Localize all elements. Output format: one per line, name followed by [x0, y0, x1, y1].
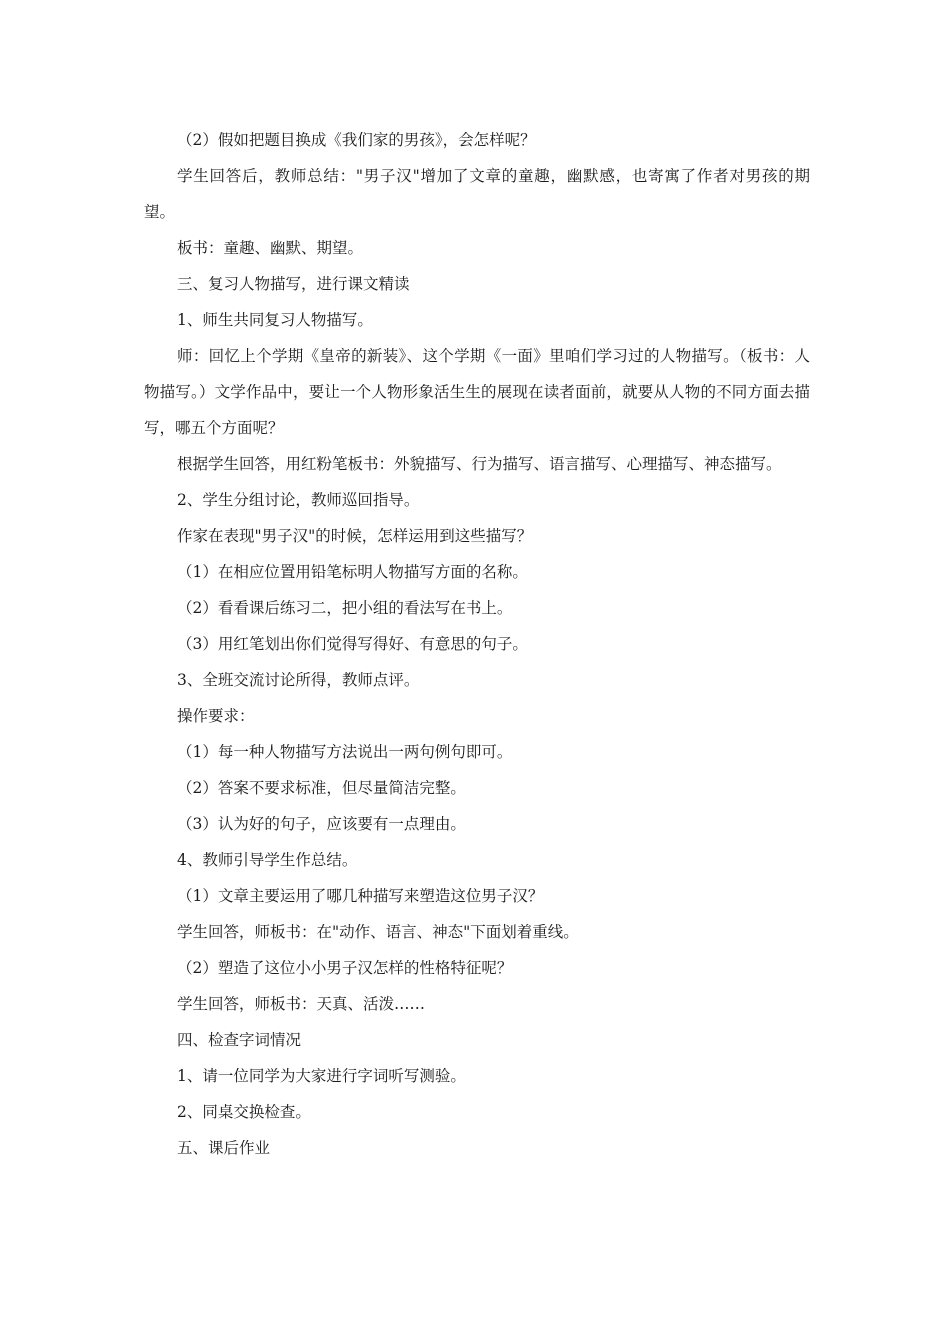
paragraph-17: （3）认为好的句子，应该要有一点理由。: [177, 815, 466, 833]
paragraph-21: （2）塑造了这位小小男子汉怎样的性格特征呢？: [177, 959, 513, 977]
paragraph-9: 作家在表现"男子汉"的时候，怎样运用到这些描写？: [177, 527, 533, 545]
paragraph-11: （2）看看课后练习二，把小组的看法写在书上。: [177, 599, 513, 617]
paragraph-13: 3、全班交流讨论所得，教师点评。: [177, 671, 420, 689]
section-heading-3: 三、复习人物描写，进行课文精读: [177, 275, 410, 293]
paragraph-7: 根据学生回答，用红粉笔板书：外貌描写、行为描写、语言描写、心理描写、神态描写。: [177, 455, 782, 473]
section-heading-5: 五、课后作业: [177, 1139, 271, 1157]
text-column: [144, 122, 810, 1166]
paragraph-20: 学生回答，师板书：在"动作、语言、神态"下面划着重线。: [177, 923, 579, 941]
paragraph-19: （1）文章主要运用了哪几种描写来塑造这位男子汉？: [177, 887, 544, 905]
paragraph-2: 学生回答后，教师总结："男子汉"增加了文章的童趣，幽默感，也寄寓了作者对男孩的期望。: [144, 167, 810, 221]
paragraph-25: 2、同桌交换检查。: [177, 1103, 311, 1121]
paragraph-18: 4、教师引导学生作总结。: [177, 851, 358, 869]
paragraph-1: （2）假如把题目换成《我们家的男孩》，会怎样呢？: [177, 131, 536, 149]
paragraph-22: 学生回答，师板书：天真、活泼……: [177, 995, 426, 1013]
paragraph-5: 1、师生共同复习人物描写。: [177, 311, 373, 329]
paragraph-14: 操作要求：: [177, 707, 255, 725]
paragraph-6: 师：回忆上个学期《皇帝的新装》、这个学期《一面》里咱们学习过的人物描写。（板书：人物描写。）文学作品中，要让一个人物形象活生生的展现在读者面前，就要从人物的不同方面去描写，哪五个方面呢？: [144, 347, 810, 437]
paragraph-16: （2）答案不要求标准，但尽量简洁完整。: [177, 779, 466, 797]
paragraph-24: 1、请一位同学为大家进行字词听写测验。: [177, 1067, 466, 1085]
paragraph-15: （1）每一种人物描写方法说出一两句例句即可。: [177, 743, 513, 761]
section-heading-4: 四、检查字词情况: [177, 1031, 302, 1049]
paragraph-10: （1）在相应位置用铅笔标明人物描写方面的名称。: [177, 563, 528, 581]
paragraph-3: 板书：童趣、幽默、期望。: [177, 239, 364, 257]
paragraph-8: 2、学生分组讨论，教师巡回指导。: [177, 491, 420, 509]
paragraph-12: （3）用红笔划出你们觉得写得好、有意思的句子。: [177, 635, 528, 653]
